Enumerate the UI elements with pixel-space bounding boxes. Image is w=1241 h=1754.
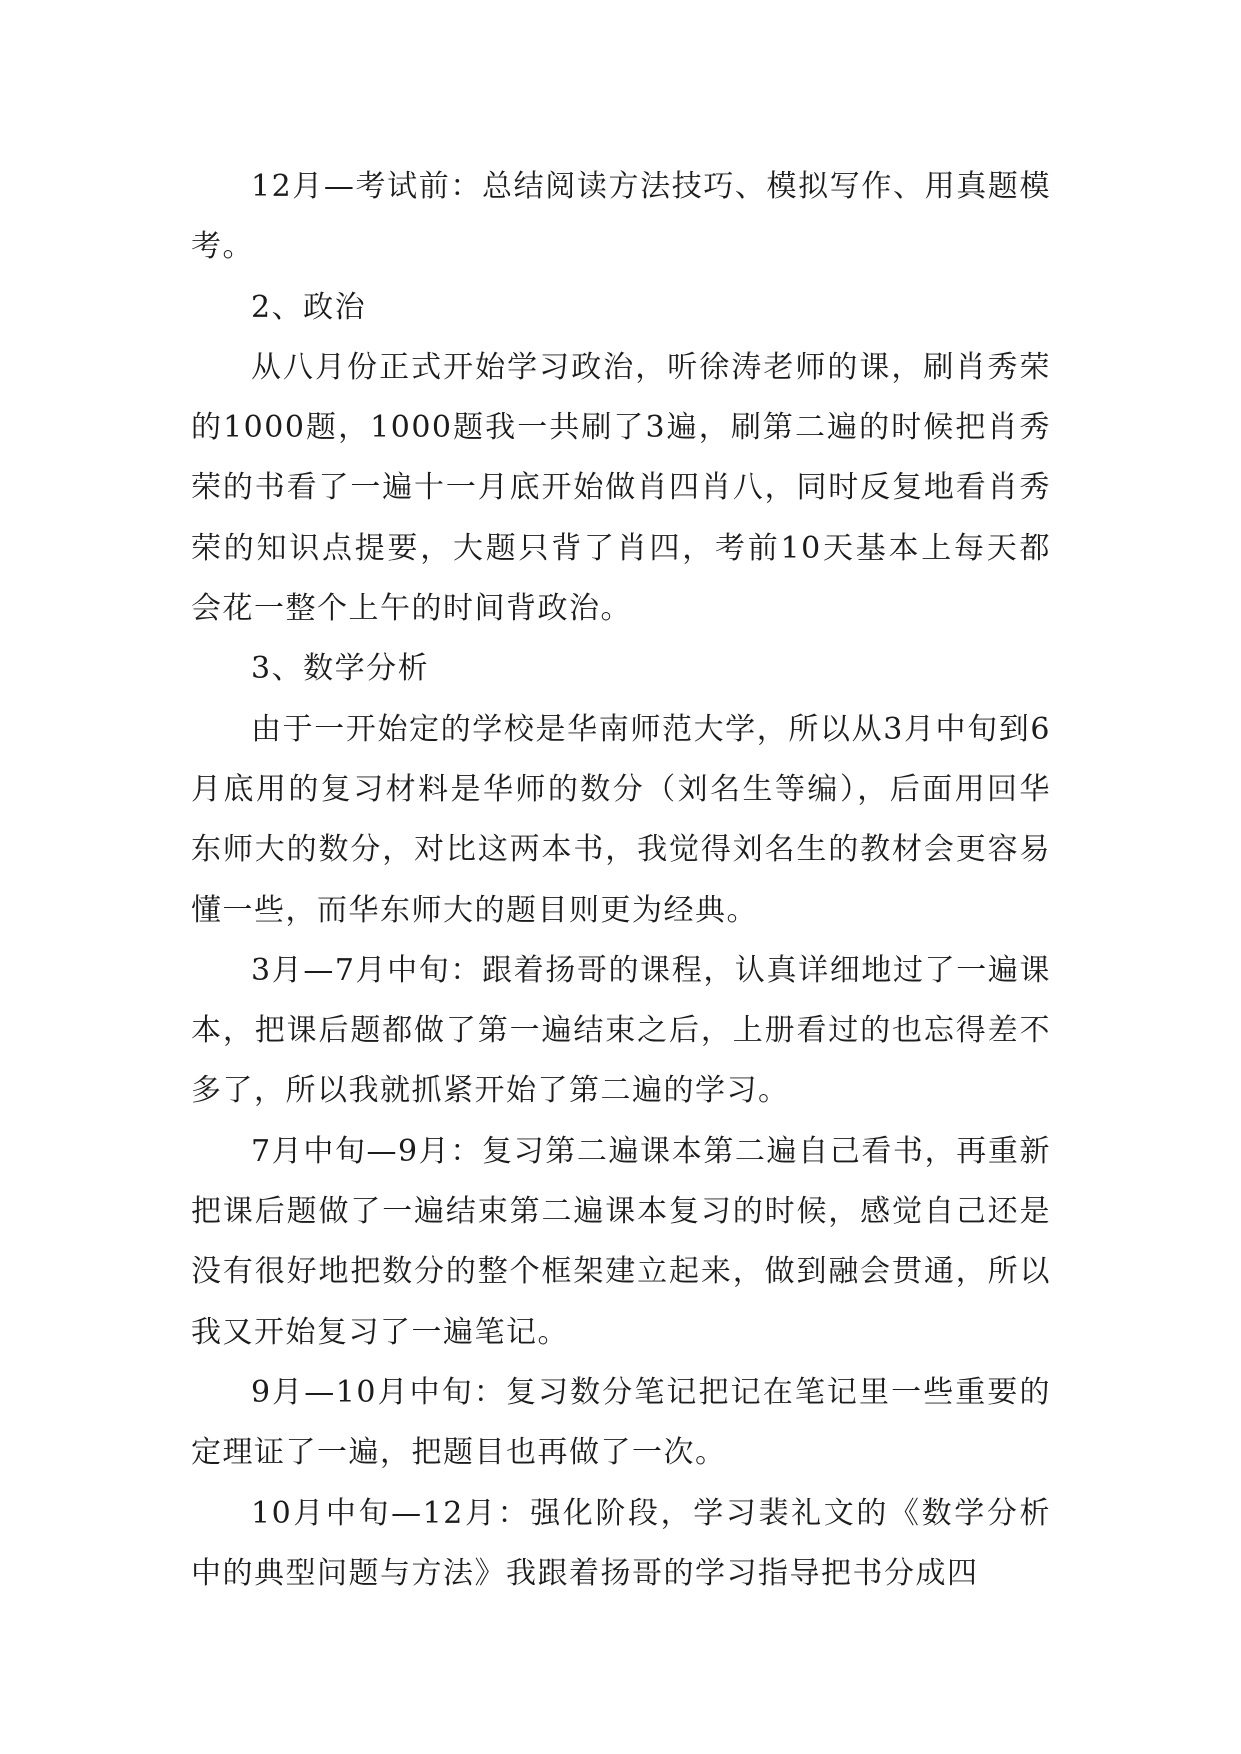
paragraph-math-materials: 由于一开始定的学校是华南师范大学，所以从3月中旬到6月底用的复习材料是华师的数分（刘名生等编），后面用回华东师大的数分，对比这两本书，我觉得刘名生的教材会更容易懂一些，而华东师大的题目则更为经典。 xyxy=(191,711,1051,928)
paragraph-exam-prep: 12月—考试前：总结阅读方法技巧、模拟写作、用真题模考。 xyxy=(191,169,1051,265)
paragraph-october-december: 10月中旬—12月：强化阶段，学习裴礼文的《数学分析中的典型问题与方法》我跟着扬哥的学习指导把书分成四 xyxy=(191,1495,1051,1591)
paragraph-politics: 从八月份正式开始学习政治，听徐涛老师的课，刷肖秀荣的1000题，1000题我一共刷了3遍，刷第二遍的时候把肖秀荣的书看了一遍十一月底开始做肖四肖八，同时反复地看肖秀荣的知识点提要，大题只背了肖四，考前10天基本上每天都会花一整个上午的时间背政治。 xyxy=(191,349,1051,627)
paragraph-september-october: 9月—10月中旬：复习数分笔记把记在笔记里一些重要的定理证了一遍，把题目也再做了一次。 xyxy=(191,1374,1051,1471)
document-body xyxy=(191,157,1051,1604)
section-heading-politics: 2、政治 xyxy=(251,289,367,325)
paragraph-july-september: 7月中旬—9月：复习第二遍课本第二遍自己看书，再重新把课后题做了一遍结束第二遍课本复习的时候，感觉自己还是没有很好地把数分的整个框架建立起来，做到融会贯通，所以我又开始复习了一遍笔记。 xyxy=(191,1133,1051,1350)
section-heading-math-analysis: 3、数学分析 xyxy=(251,651,430,687)
paragraph-march-july: 3月—7月中旬：跟着扬哥的课程，认真详细地过了一遍课本，把课后题都做了第一遍结束之后，上册看过的也忘得差不多了，所以我就抓紧开始了第二遍的学习。 xyxy=(191,952,1051,1109)
